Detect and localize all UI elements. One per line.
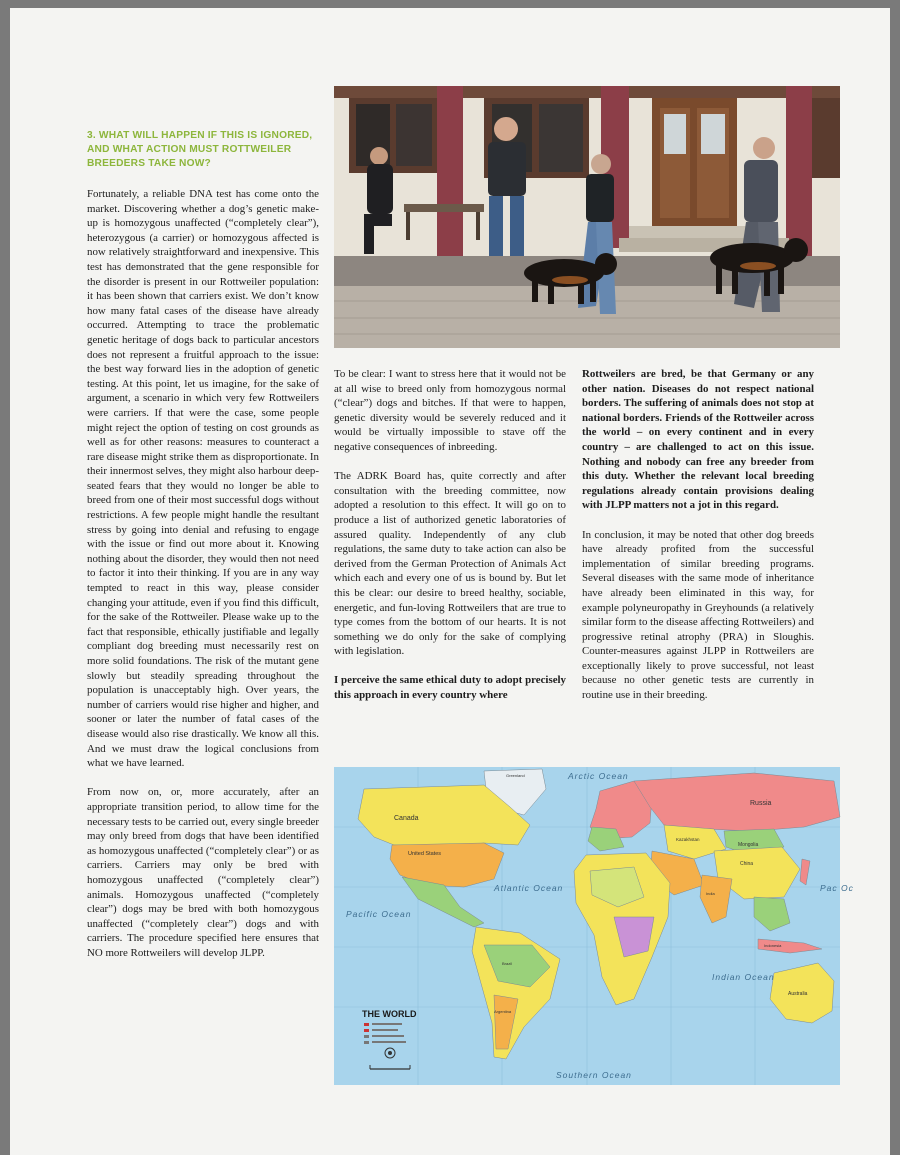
label-china: China: [740, 861, 754, 867]
paragraph-duty: I perceive the same ethical duty to adopt precisely this approach in every country where: [334, 674, 566, 702]
label-pacific-right: Pac Oc: [820, 883, 854, 893]
text-column-2: [334, 367, 566, 717]
label-india: India: [706, 891, 715, 896]
label-mongolia: Mongolia: [738, 842, 759, 848]
label-united-states: United States: [408, 851, 442, 857]
label-arctic: Arctic Ocean: [568, 771, 629, 781]
label-canada: Canada: [394, 815, 419, 822]
paragraph: The ADRK Board has, quite correctly and after consultation with the breeding committee, now adopted a resolution to this effect. It will go on to produce a list of authorized genetic laboratories of assured quality. Independently of any club regulations, the same duty to take action can also be derived from the German Protection of Animals Act which each and every one of us is bound by. But let this be clear: our desire to breed healthy, sociable, energetic, and fun-loving Rottweilers that are true to type comes from the bottom of our hearts. It is not something we do only for the sake of complying with legislation.: [334, 470, 566, 658]
text-column-1: [87, 187, 319, 975]
label-southern: Southern Ocean: [556, 1070, 632, 1080]
paragraph-conclusion: In conclusion, it may be noted that other dog breeds have already profited from the successful implementation of similar breeding programs. Several diseases with the same mode of inheritance have already been eliminated in this way, for example polyneuropathy in Greyhounds (a relatively similar form to the disease affecting Rottweilers) and progressive retinal atrophy (PRA) in Sloughis. Counter-measures against JLPP in Rottweilers are exceptionally likely to prove successful, not least because no other genetic tests are currently in routine use in their breeding.: [582, 528, 814, 702]
label-australia: Australia: [788, 991, 808, 997]
label-brazil: Brazil: [502, 961, 513, 966]
label-argentina: Argentina: [494, 1009, 512, 1014]
label-pacific: Pacific Ocean: [346, 909, 412, 919]
world-map: [334, 767, 854, 1085]
label-kazakhstan: Kazakhstan: [676, 837, 700, 842]
label-russia: Russia: [750, 800, 772, 807]
label-indonesia: Indonesia: [764, 943, 782, 948]
paragraph-borders: Rottweilers are bred, be that Germany or any other nation. Diseases do not respect national borders. The suffering of animals does not stop at national borders. Friends of the Rottweiler across the world – on every continent and in every country – are challenged to act on this issue. Nothing and nobody can free any breeder from this duty. Whether the relevant local breeding regulations already contain provisions dealing with JLPP matters not a jot in this regard.: [582, 368, 814, 512]
paragraph-requirements: From now on, or, more accurately, after an appropriate transition period, to allow time for the necessary tests to be carried out, every single breeder may only breed from dogs that have been identified as homozygous unaffected (“completely clear”) or as carriers. Carriers may only be bred with homozygous unaffected (“completely clear”) animals. Homozygous unaffected (“completely clear”) dogs may be bred with both homozygous unaffected (“completely clear”) dogs and with carriers. The procedure specified here ensures that NO more Rottweilers will develop JLPP.: [87, 786, 319, 959]
rottweiler-photo: [334, 86, 840, 348]
map-title: THE WORLD: [362, 1009, 417, 1019]
label-indian: Indian Ocean: [712, 972, 775, 982]
text-column-3: [582, 367, 814, 717]
section-heading: 3. WHAT WILL HAPPEN IF THIS IS IGNORED, AND WHAT ACTION MUST ROTTWEILER BREEDERS TAKE NOW?: [87, 130, 313, 169]
label-greenland: Greenland: [506, 773, 525, 778]
label-atlantic: Atlantic Ocean: [494, 883, 564, 893]
paragraph: Fortunately, a reliable DNA test has come onto the market. Discovering whether a dog’s genetic make-up is homozygous unaffected (“completely clear”), heterozygous (a carrier) or homozygous affected is now relatively straightforward and inexpensive. This test has demonstrated that the gene responsible for the disorder is present in our Rottweiler population: it has been shown that carriers exist. We don’t know how many fatal cases of the disease have already occurred. Attempting to trace the problematic genetic heritage of dogs back to particular ancestors does not represent a fruitful approach to the issue: the best way forward lies in the adoption of genetic testing. At this point, let us imagine, for the sake of argument, a scenario in which very few Rottweilers were carriers. If that were the case, some people might reject the option of testing on cost grounds as well as for other reasons: measures to counteract a rare disease might strike them as disproportionate. In their innermost selves, they might also harbour deep-seated fears that they would no longer be able to breed from one of their most successful dogs without restrictions. A few people might handle the resultant stress by going into denial and refusing to engage with the issue or find out more about it. Knowing nothing about the disorder, they would then not need to factor it into their thinking. If you are in any way tempted to react in this way, please consider changing your attitude, even if you find this difficult, for the sake of the Rottweiler. Please wake up to the fact that responsible, ethically justifiable and legally compliant dog breeding must necessarily rest on more solid foundations. The risk of the mutant gene slowly but steadily spreading throughout the population is unacceptably high. Over years, the number of carriers would rise higher and higher, and sooner or later the number of fatal cases of the disease would also rise drastically. We know all this. And we must draw the logical conclusions from what we have learned.: [87, 188, 319, 770]
paragraph: To be clear: I want to stress here that it would not be at all wise to breed only from homozygous normal (“clear”) dogs and bitches. If that were to happen, genetic diversity would be severely reduced and it would be virtually impossible to stave off the negative consequences of inbreeding.: [334, 368, 566, 453]
